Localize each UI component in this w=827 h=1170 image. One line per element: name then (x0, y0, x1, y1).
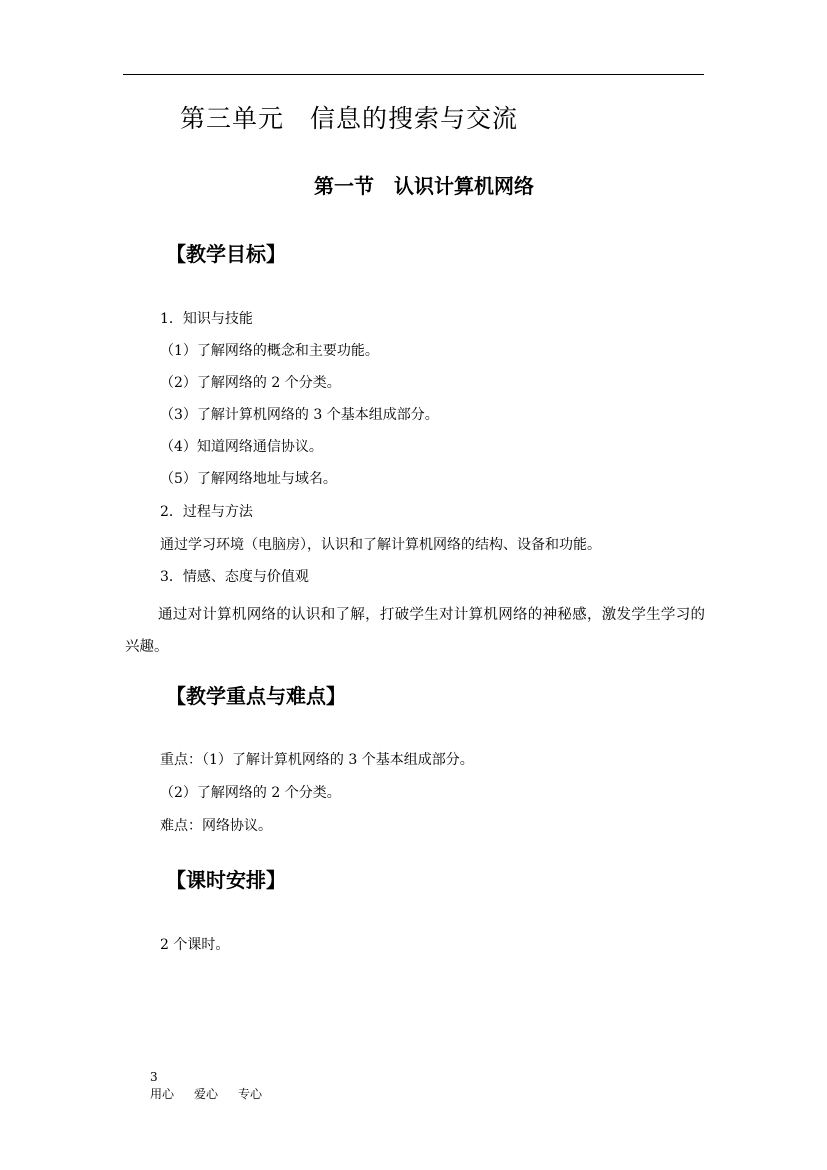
key-point-line-2: （2）了解网络的 2 个分类。 (160, 785, 341, 801)
key-point-line-3: 难点：网络协议。 (160, 818, 272, 834)
schedule-heading: 【课时安排】 (166, 868, 286, 892)
objective-item-2: 2．过程与方法 (160, 504, 253, 520)
footer-motto-3: 专心 (238, 1087, 263, 1101)
objective-sub-2: （2）了解网络的 2 个分类。 (160, 375, 341, 391)
objective-item-3-text: 通过对计算机网络的认识和了解，打破学生对计算机网络的神秘感，激发学生学习的兴趣。 (125, 607, 705, 655)
footer-motto-2: 爱心 (194, 1087, 219, 1101)
unit-title: 第三单元 信息的搜索与交流 (180, 104, 519, 133)
header-rule (123, 74, 704, 75)
schedule-text: 2 个课时。 (160, 937, 230, 953)
key-points-heading: 【教学重点与难点】 (166, 684, 346, 708)
objective-sub-4: （4）知道网络通信协议。 (160, 439, 323, 455)
objective-sub-5: （5）了解网络地址与域名。 (160, 471, 337, 487)
objective-item-1: 1．知识与技能 (160, 311, 253, 327)
objective-item-2-text: 通过学习环境（电脑房），认识和了解计算机网络的结构、设备和功能。 (160, 537, 601, 553)
objective-item-3: 3．情感、态度与价值观 (160, 569, 309, 585)
objective-sub-1: （1）了解网络的概念和主要功能。 (160, 343, 379, 359)
section-title: 第一节 认识计算机网络 (314, 174, 534, 198)
objectives-heading: 【教学目标】 (166, 242, 286, 266)
footer-motto-1: 用心 (150, 1087, 175, 1101)
key-point-line-1: 重点：（1）了解计算机网络的 3 个基本组成部分。 (160, 752, 474, 768)
objective-sub-3: （3）了解计算机网络的 3 个基本组成部分。 (160, 407, 439, 423)
page-number: 3 (150, 1070, 158, 1084)
footer-motto (150, 1086, 262, 1102)
